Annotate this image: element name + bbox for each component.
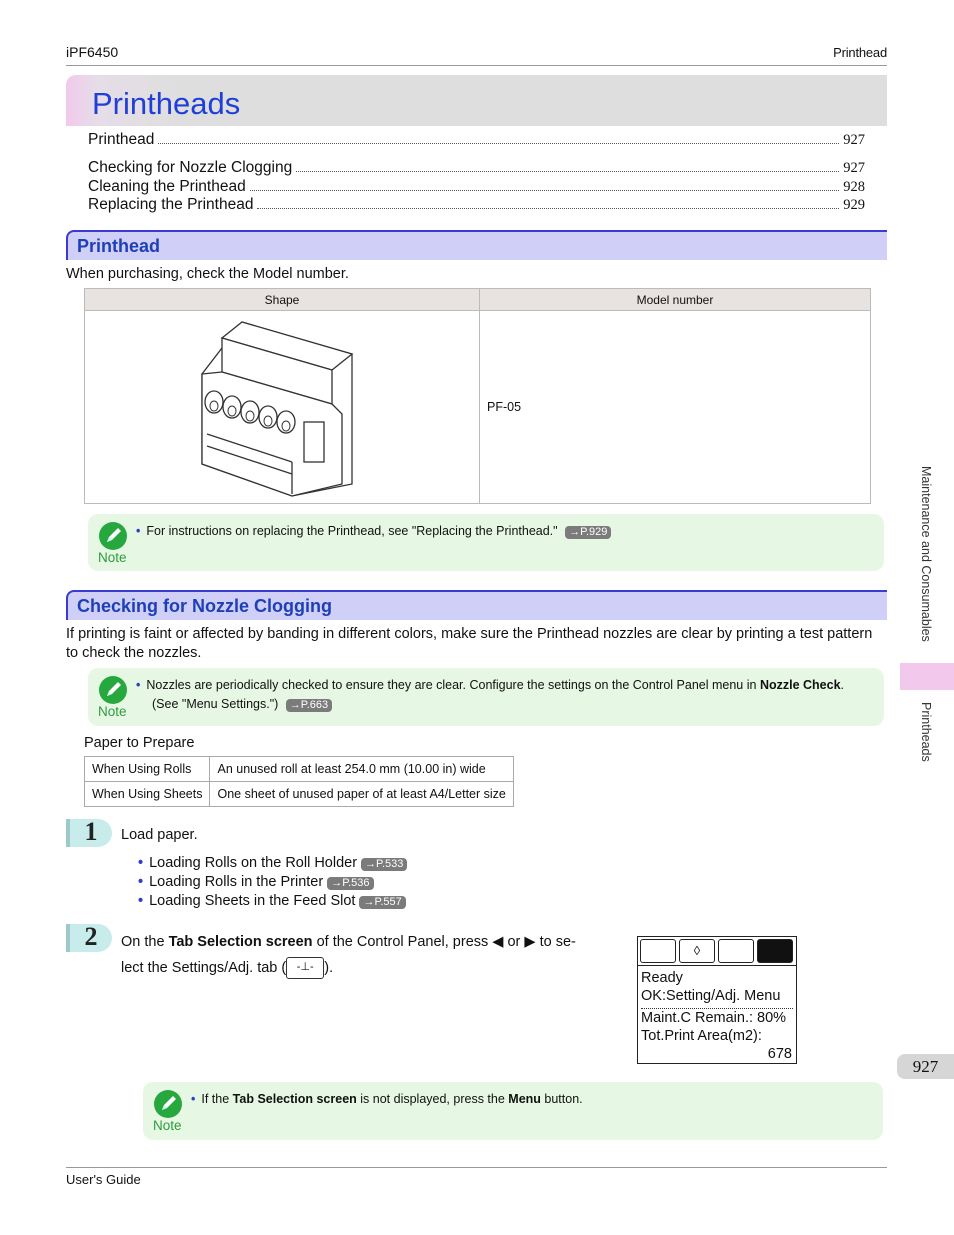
step-1-number: 1: [66, 819, 112, 847]
lcd-tab-paper-icon: [640, 939, 676, 963]
page-title: Printheads: [92, 86, 241, 121]
right-arrow-icon: ▶: [524, 934, 536, 950]
ref-link[interactable]: →P.663: [286, 699, 332, 712]
note-label: Note: [98, 550, 127, 565]
lcd-line-1: Ready: [641, 970, 683, 986]
step-1-link-2[interactable]: • Loading Rolls in the Printer →P.536: [138, 873, 374, 892]
step-1-text: Load paper.: [121, 827, 198, 843]
bullet-icon: •: [138, 855, 144, 871]
bullet-icon: •: [136, 524, 141, 538]
lcd-line-2: OK:Setting/Adj. Menu: [641, 988, 781, 1004]
page-number: 927: [897, 1054, 954, 1079]
table-row: When Using Sheets One sheet of unused paper of at least A4/Letter size: [85, 782, 514, 807]
step-1-link-3[interactable]: • Loading Sheets in the Feed Slot →P.557: [138, 892, 406, 911]
note-text: • For instructions on replacing the Printhead, see "Replacing the Printhead." →P.929: [136, 522, 611, 541]
bullet-icon: •: [138, 893, 144, 909]
lcd-line-3: Maint.C Remain.: 80%: [641, 1010, 787, 1026]
lcd-tab-settings-icon: [757, 939, 793, 963]
section-bar-printhead: [66, 230, 887, 260]
note-box-printhead: [88, 514, 884, 571]
note-box-nozzle: [88, 668, 884, 726]
toc-item-replacing[interactable]: Replacing the Printhead 929: [88, 196, 865, 213]
step-2-text: On the Tab Selection screen of the Control Panel, press ◀ or ▶ to se- lect the Settings/Adj. tab ( -⊥- ).: [121, 929, 626, 981]
col-model: Model number: [480, 289, 871, 311]
paper-heading: Paper to Prepare: [84, 735, 195, 751]
toc-item-printhead[interactable]: Printhead 927: [88, 131, 865, 148]
paper-table: [84, 756, 514, 807]
footer-text: User's Guide: [66, 1172, 141, 1187]
lcd-tab-ink-icon: ◊: [679, 939, 715, 963]
section-heading-nozzle: Checking for Nozzle Clogging: [77, 596, 332, 616]
note-pencil-icon: [99, 676, 127, 704]
ref-link[interactable]: →P.929: [565, 526, 611, 539]
header-section: Printhead: [833, 45, 887, 60]
lcd-line-5: 678: [767, 1046, 792, 1062]
toc-item-cleaning[interactable]: Cleaning the Printhead 928: [88, 178, 865, 195]
bullet-icon: •: [136, 678, 141, 692]
footer-divider: [66, 1167, 887, 1168]
bullet-icon: •: [191, 1092, 196, 1106]
step-2-number: 2: [66, 924, 112, 952]
printhead-intro: When purchasing, check the Model number.: [66, 266, 349, 282]
model-table: [84, 288, 871, 504]
lcd-screen: [637, 936, 797, 1064]
bullet-icon: •: [138, 874, 144, 890]
lcd-tabs: [640, 939, 795, 965]
sidebar-chapter[interactable]: Maintenance and Consumables: [919, 466, 933, 642]
lcd-tab-job-icon: [718, 939, 754, 963]
settings-adj-tab-icon: -⊥-: [286, 957, 324, 979]
header-model: iPF6450: [66, 44, 119, 60]
sidebar-section[interactable]: Printheads: [919, 702, 933, 762]
section-heading-printhead: Printhead: [77, 236, 161, 256]
header-divider: [66, 65, 887, 66]
col-shape: Shape: [85, 289, 480, 311]
toc-item-nozzle[interactable]: Checking for Nozzle Clogging 927: [88, 159, 865, 176]
printhead-illustration: [192, 314, 372, 498]
sidebar-active-tab: [900, 663, 954, 690]
shape-cell: [85, 311, 480, 504]
nozzle-intro: If printing is faint or affected by banding in different colors, make sure the Printhead nozzles are clear by printing a test pattern to check the nozzles.: [66, 626, 873, 661]
step-1-link-1[interactable]: • Loading Rolls on the Roll Holder →P.533: [138, 854, 407, 873]
note-text: • If the Tab Selection screen is not displayed, press the Menu button.: [191, 1092, 583, 1106]
left-arrow-icon: ◀: [492, 934, 504, 950]
lcd-line-4: Tot.Print Area(m2):: [641, 1028, 762, 1044]
note-pencil-icon: [154, 1090, 182, 1118]
note-box-step2: [143, 1082, 883, 1140]
note-label: Note: [98, 704, 127, 719]
table-row: When Using Rolls An unused roll at least 254.0 mm (10.00 in) wide: [85, 757, 514, 782]
model-cell: PF-05: [480, 311, 871, 504]
note-pencil-icon: [99, 522, 127, 550]
note-label: Note: [153, 1118, 182, 1133]
note-text: • Nozzles are periodically checked to ensure they are clear. Configure the settings on the Control Panel menu in Nozzle Check. (See "Menu Settings.") →P.663: [136, 678, 845, 711]
